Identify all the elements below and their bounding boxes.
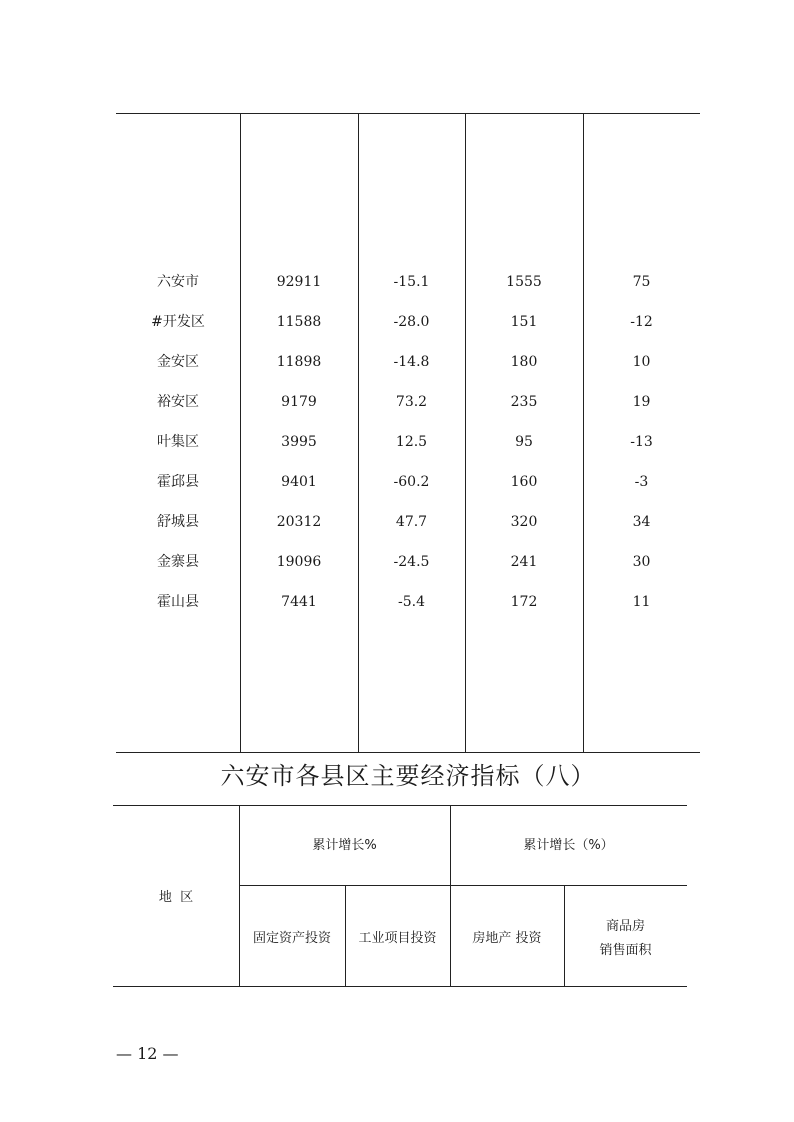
- fixed-asset-cell: 11898: [276, 354, 322, 370]
- region-cell: 霍山县: [157, 594, 199, 610]
- fixed-asset-cell: 9401: [281, 474, 317, 490]
- header-top-rule: [113, 805, 687, 806]
- region-header: 地 区: [158, 890, 194, 905]
- region-cell: #开发区: [151, 314, 205, 330]
- real-estate-cell: 95: [515, 434, 533, 450]
- fixed-asset-cell: 3995: [281, 434, 317, 450]
- group-header-growth-percent: 累计增长（%）: [523, 838, 614, 853]
- header-bottom-rule: [113, 986, 687, 987]
- header-divider: [239, 805, 240, 986]
- industrial-cell: -24.5: [393, 554, 430, 570]
- real-estate-cell: 151: [510, 314, 538, 330]
- real-estate-cell: 1555: [506, 274, 542, 290]
- fixed-asset-cell: 19096: [276, 554, 322, 570]
- col-header-industrial: 工业项目投资: [358, 931, 437, 946]
- table-bottom-rule: [116, 752, 700, 753]
- housing-sales-cell: -3: [634, 474, 649, 490]
- region-cell: 六安市: [157, 274, 199, 290]
- fixed-asset-cell: 11588: [276, 314, 322, 330]
- industrial-cell: -15.1: [393, 274, 430, 290]
- header-divider: [450, 805, 451, 986]
- housing-sales-cell: 10: [632, 354, 651, 370]
- col-header-housing-sales-line2: 销售面积: [599, 943, 652, 958]
- region-cell: 霍邱县: [157, 474, 199, 490]
- housing-sales-cell: 34: [632, 514, 651, 530]
- industrial-cell: -5.4: [398, 594, 425, 610]
- real-estate-cell: 180: [510, 354, 538, 370]
- housing-sales-cell: -13: [630, 434, 653, 450]
- industrial-cell: 47.7: [395, 514, 428, 530]
- fixed-asset-cell: 9179: [281, 394, 317, 410]
- region-cell: 裕安区: [157, 394, 199, 410]
- page-number: — 12 —: [116, 1044, 179, 1063]
- col-header-fixed-asset: 固定资产投资: [252, 931, 331, 946]
- col-header-real-estate: 房地产 投资: [472, 931, 542, 946]
- fixed-asset-cell: 7441: [281, 594, 317, 610]
- industrial-cell: -60.2: [393, 474, 430, 490]
- housing-sales-cell: 75: [632, 274, 651, 290]
- real-estate-cell: 235: [510, 394, 538, 410]
- housing-sales-cell: 19: [632, 394, 651, 410]
- real-estate-cell: 172: [510, 594, 538, 610]
- col-header-housing-sales: 商品房: [605, 919, 645, 934]
- region-cell: 叶集区: [157, 434, 199, 450]
- industrial-cell: -14.8: [393, 354, 430, 370]
- table-top-rule: [116, 113, 700, 114]
- region-cell: 舒城县: [157, 514, 199, 530]
- real-estate-cell: 160: [510, 474, 538, 490]
- fixed-asset-cell: 92911: [276, 274, 322, 290]
- housing-sales-cell: -12: [630, 314, 653, 330]
- region-cell: 金安区: [157, 354, 199, 370]
- real-estate-cell: 241: [510, 554, 538, 570]
- industrial-cell: 73.2: [395, 394, 428, 410]
- housing-sales-cell: 11: [632, 594, 651, 610]
- region-cell: 金寨县: [157, 554, 199, 570]
- industrial-cell: -28.0: [393, 314, 430, 330]
- table-title: 六安市各县区主要经济指标（八）: [220, 762, 596, 790]
- industrial-cell: 12.5: [395, 434, 428, 450]
- header-mid-rule: [239, 885, 687, 886]
- housing-sales-cell: 30: [632, 554, 651, 570]
- group-header-growth: 累计增长%: [312, 838, 377, 853]
- real-estate-cell: 320: [510, 514, 538, 530]
- fixed-asset-cell: 20312: [276, 514, 322, 530]
